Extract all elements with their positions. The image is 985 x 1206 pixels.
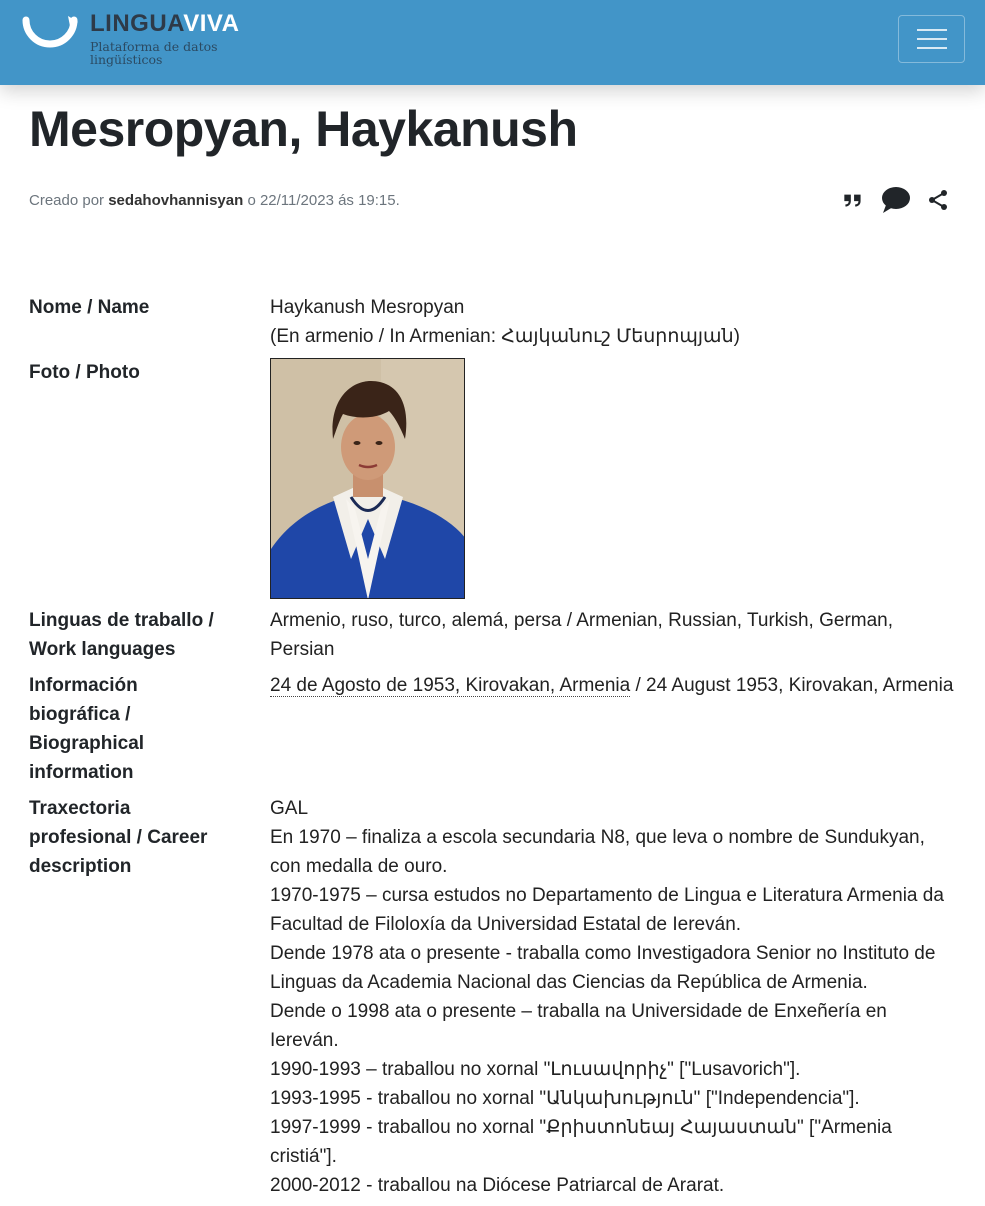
bio-label-line-4: information — [29, 762, 134, 783]
person-info-table — [29, 292, 964, 1206]
page-actions — [840, 185, 950, 215]
comment-icon[interactable] — [880, 185, 912, 215]
brand-name — [90, 12, 239, 36]
brand-name-part1: LINGUA — [90, 10, 184, 37]
career-label — [29, 793, 270, 1200]
bio-label-line-2: biográfica / — [29, 704, 131, 725]
bio-value — [270, 670, 960, 787]
career-line: 1990-1993 – traballou no xornal "Լուսավորիչ" ["Lusavorich"]. — [270, 1059, 801, 1080]
name-label: Nome / Name — [29, 297, 150, 318]
top-navbar — [0, 0, 985, 85]
brand-name-part2: VIVA — [183, 10, 240, 37]
author-name: sedahovhannisyan — [108, 192, 244, 209]
bio-label-line-3: Biographical — [29, 733, 145, 754]
bio-label — [29, 670, 270, 787]
languages-label — [29, 605, 270, 664]
portrait-illustration — [271, 359, 465, 599]
menu-bar-icon — [917, 47, 947, 49]
career-line: 1993-1995 - traballou no xornal "Անկախություն" ["Independencia"]. — [270, 1088, 860, 1109]
bio-row — [29, 670, 964, 787]
photo-value — [270, 357, 960, 599]
photo-label: Foto / Photo — [29, 362, 140, 383]
bio-value-rest: / 24 August 1953, Kirovakan, Armenia — [630, 675, 954, 696]
career-value — [270, 793, 960, 1200]
meta-date: o 22/11/2023 ás 19:15. — [247, 192, 400, 209]
birth-date-link[interactable]: 24 de Agosto de 1953, Kirovakan, Armenia — [270, 675, 631, 696]
tagline-line-2: lingüísticos — [90, 52, 163, 67]
menu-bar-icon — [917, 38, 947, 40]
languages-label-line-1: Linguas de traballo / — [29, 610, 214, 631]
career-line: Dende o 1998 ata o presente – traballa na Universidade de Enxeñería en Iereván. — [270, 1001, 887, 1051]
logo-mark-icon — [20, 14, 80, 50]
portrait-photo[interactable] — [270, 358, 465, 599]
tagline-line-1: Plataforma de datos — [90, 39, 218, 54]
meta-prefix: Creado por — [29, 192, 105, 209]
quote-icon[interactable] — [840, 187, 866, 213]
photo-row — [29, 357, 964, 599]
name-value-latin: Haykanush Mesropyan — [270, 297, 465, 318]
languages-value: Armenio, ruso, turco, alemá, persa / Armenian, Russian, Turkish, German, Persian — [270, 610, 894, 660]
career-label-line-1: Traxectoria — [29, 798, 131, 819]
languages-label-line-2: Work languages — [29, 639, 176, 660]
name-value-armenian: (En armenio / In Armenian: Հայկանուշ Մեսրոպյան) — [270, 326, 740, 347]
career-label-line-2: profesional / Career — [29, 827, 208, 848]
name-value — [270, 292, 960, 351]
site-logo[interactable] — [20, 12, 239, 66]
share-icon[interactable] — [926, 188, 950, 212]
career-line: 1970-1975 – cursa estudos no Departamento de Lingua e Literatura Armenia da Facultad de Filoloxía da Universidad Estatal de Iereván. — [270, 885, 944, 935]
page-title: Mesropyan, Haykanush — [29, 101, 578, 157]
career-line: Dende 1978 ata o presente - traballa como Investigadora Senior no Instituto de Linguas da Academia Nacional das Ciencias da República de Armenia. — [270, 943, 936, 993]
career-label-line-3: description — [29, 856, 132, 877]
languages-row — [29, 605, 964, 664]
hamburger-menu-button[interactable] — [898, 15, 965, 63]
bio-label-line-1: Información — [29, 675, 138, 696]
brand-tagline — [90, 40, 239, 66]
career-row — [29, 793, 964, 1200]
created-by-meta — [29, 192, 400, 209]
name-row — [29, 292, 964, 351]
career-line: 2000-2012 - traballou na Diócese Patriarcal de Ararat. — [270, 1175, 725, 1196]
menu-bar-icon — [917, 29, 947, 31]
career-line: En 1970 – finaliza a escola secundaria N8, que leva o nombre de Sundukyan, con medalla de ouro. — [270, 827, 925, 877]
career-line: 1997-1999 - traballou no xornal "Քրիստոնեայ Հայաստան" ["Armenia cristiá"]. — [270, 1117, 892, 1167]
career-line: GAL — [270, 798, 309, 819]
